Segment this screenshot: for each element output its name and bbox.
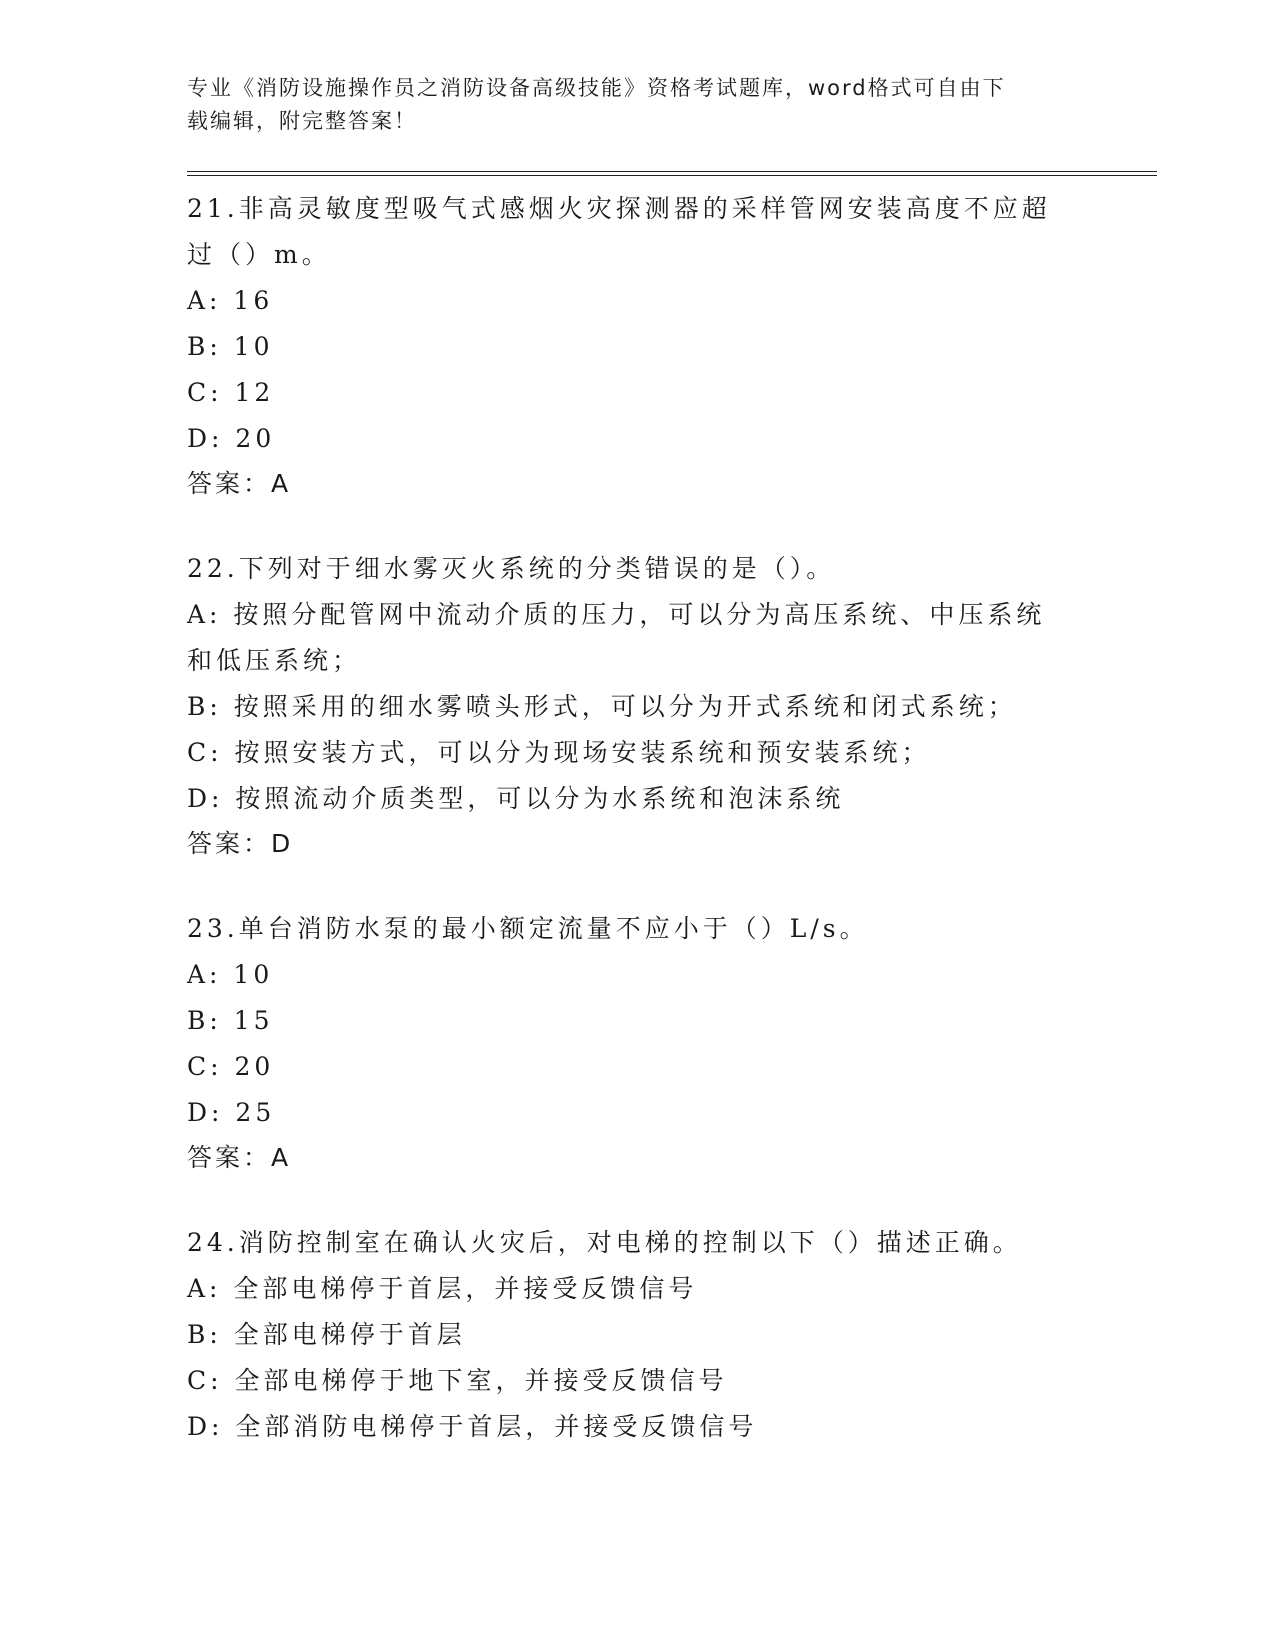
option-b: B: 按照采用的细水雾喷头形式，可以分为开式系统和闭式系统； <box>187 692 1017 721</box>
option-c: C: 按照安装方式，可以分为现场安装系统和预安装系统； <box>187 738 931 767</box>
document-header <box>187 72 1067 138</box>
option-d: D: 按照流动介质类型，可以分为水系统和泡沫系统 <box>187 784 845 813</box>
header-divider <box>187 171 1157 176</box>
question-24 <box>187 1220 1157 1450</box>
header-line-2: 载编辑，附完整答案！ <box>187 109 417 133</box>
option-b: B: 15 <box>187 1006 274 1035</box>
document-page <box>187 72 1157 1490</box>
question-21 <box>187 186 1157 506</box>
question-23 <box>187 906 1157 1180</box>
option-c: C: 12 <box>187 378 275 407</box>
question-list <box>187 186 1157 1450</box>
question-text: 23.单台消防水泵的最小额定流量不应小于（）L/s。 <box>187 914 869 943</box>
question-text: 22.下列对于细水雾灭火系统的分类错误的是（）。 <box>187 554 836 583</box>
option-c: C: 20 <box>187 1052 275 1081</box>
option-d: D: 全部消防电梯停于首层，并接受反馈信号 <box>187 1412 758 1441</box>
question-22 <box>187 546 1157 866</box>
option-b: B: 全部电梯停于首层 <box>187 1320 466 1349</box>
answer-label: 答案：D <box>187 829 294 858</box>
question-text: 21.非高灵敏度型吸气式感烟火灾探测器的采样管网安装高度不应超过（）m。 <box>187 194 1051 269</box>
answer-label: 答案：A <box>187 469 292 498</box>
question-text: 24.消防控制室在确认火灾后，对电梯的控制以下（）描述正确。 <box>187 1228 1022 1257</box>
option-a: A: 16 <box>187 286 274 315</box>
header-line-1: 专业《消防设施操作员之消防设备高级技能》资格考试题库，word格式可自由下 <box>187 76 1006 100</box>
answer-label: 答案：A <box>187 1143 292 1172</box>
option-a: A: 全部电梯停于首层，并接受反馈信号 <box>187 1274 698 1303</box>
option-b: B: 10 <box>187 332 274 361</box>
option-a: A: 10 <box>187 960 274 989</box>
option-d: D: 25 <box>187 1098 276 1127</box>
option-d: D: 20 <box>187 424 276 453</box>
option-a: A: 按照分配管网中流动介质的压力，可以分为高压系统、中压系统和低压系统； <box>187 600 1046 675</box>
option-c: C: 全部电梯停于地下室，并接受反馈信号 <box>187 1366 728 1395</box>
